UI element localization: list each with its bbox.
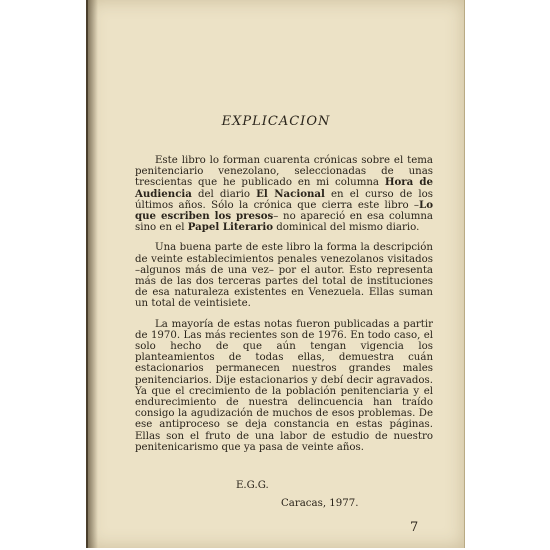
paragraph-1-text-3: en el curso de los últimos años. Sólo la crónica que cierra este libro – bbox=[135, 188, 433, 211]
author-initials: E.G.G. bbox=[236, 480, 269, 491]
paragraph-1-text-4: – no apareció en esa columna sino en el bbox=[135, 211, 433, 234]
paragraph-1 bbox=[135, 155, 433, 233]
paragraph-1-text-1: Este libro lo forman cuarenta crónicas sobre el tema penitenciario venezolano, seleccionadas de unas trescientas que he publicado en mi columna bbox=[135, 155, 433, 189]
paragraph-1-text-2: del diario bbox=[191, 188, 257, 200]
paragraph-3: La mayoría de estas notas fueron publicadas a partir de 1970. Las más recientes son de 1976. En todo caso, el solo hecho de que aún tengan vigencia los planteamientos de todas ellas, demuestra cuán estacionarios permanecen nuestros grandes males penitenciarios. Dije estacionarios y debí decir agravados. Ya que el crecimiento de la población penitenciaria y el endurecimiento de nuestra delincuencia han traído consigo la agudización de muchos de esos problemas. De ese antiproceso se deja constancia en estas páginas. Ellas son el fruto de una labor de estudio de nuestro penitenicarismo que ya pasa de veinte años. bbox=[135, 318, 433, 453]
page-number: 7 bbox=[410, 520, 419, 535]
supplement-name: Papel Literario bbox=[187, 221, 274, 234]
paragraph-2: Una buena parte de este libro la forma la descripción de veinte establecimientos penales venezolanos visitados –algunos más de una vez– por el autor. Esto representa más de las dos terceras partes del total de instituciones de esa naturaleza existentes en Venezuela. Ellas suman un total de veintisiete. bbox=[135, 242, 433, 310]
book-page bbox=[86, 0, 465, 548]
paragraph-1-text-5: dominical del mismo diario. bbox=[273, 222, 420, 234]
page-title: EXPLICACION bbox=[221, 114, 331, 129]
newspaper-name: El Nacional bbox=[256, 187, 325, 200]
place-date: Caracas, 1977. bbox=[281, 498, 359, 509]
body-text bbox=[135, 155, 433, 462]
column-name: Hora de Audiencia bbox=[135, 176, 433, 200]
chronicle-title: Lo que escriben los presos bbox=[135, 198, 433, 223]
